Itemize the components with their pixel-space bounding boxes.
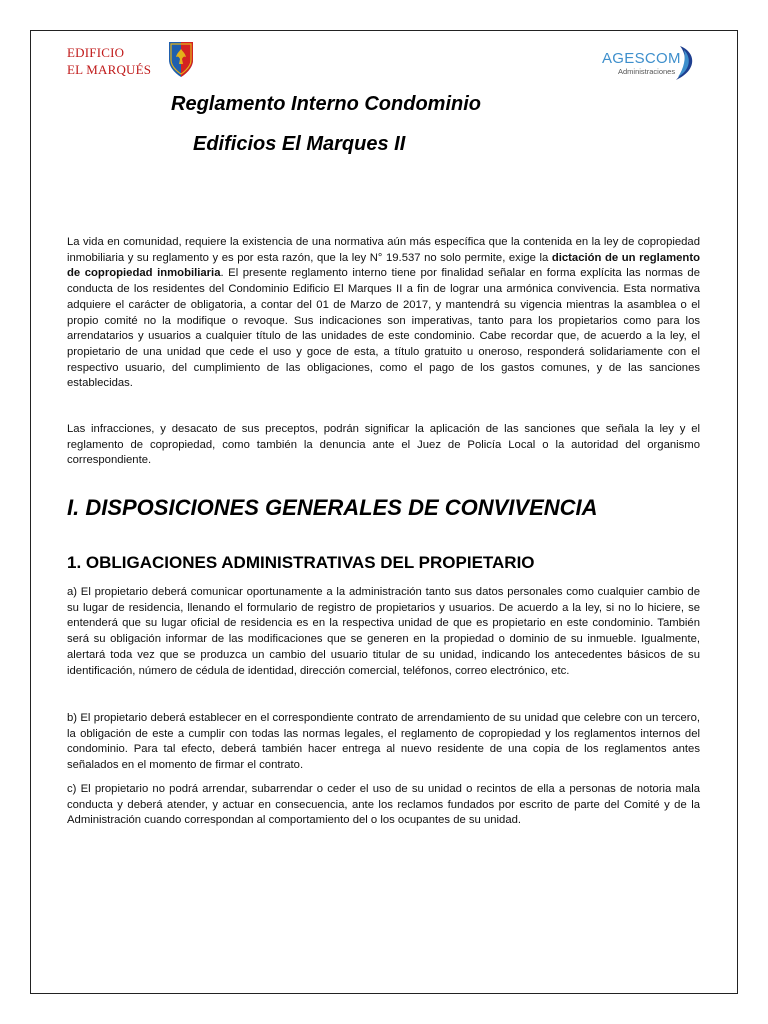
logo-edificio-el-marques — [67, 44, 151, 78]
intro-paragraph-1 — [67, 235, 700, 392]
logo-left-line2: EL MARQUÉS — [67, 62, 152, 77]
document-subtitle: Edificios El Marques II — [193, 133, 406, 155]
intro-p1-text-start: La vida en comunidad, requiere la existencia de una normativa aún más específica que la contenida en la ley de copropiedad inmobiliaria y su reglamento y es por esta razón, que la ley N° 19.537 no solo permite, exige la — [67, 236, 700, 264]
document-title: Reglamento Interno Condominio — [171, 93, 481, 115]
item-a-paragraph: a) El propietario deberá comunicar oportunamente a la administración tanto sus datos personales como cualquier cambio de su lugar de residencia, llenando el formulario de registro de propietarios y usuarios. De acuerdo a la ley, si no lo hiciere, se entenderá que su lugar oficial de residencia es en la respectiva unidad de que es propietario en este condominio. También será su obligación informar de las modificaciones que se generen en la propiedad o dominio de su inmueble. Igualmente, alertará toda vez que se produzca un cambio del usuario titular de su unidad, indicando los antecedentes básicos de su identificación, número de cédula de identidad, dirección comercial, teléfonos, correo electrónico, etc. — [67, 586, 700, 677]
item-b-paragraph: b) El propietario deberá establecer en el correspondiente contrato de arrendamiento de su unidad que celebre con un tercero, la obligación de este a cumplir con todas las normas legales, el reglamento de copropiedad y los reglamentos internos del condominio. Para tal efecto, deberá también hacer entrega al nuevo residente de una copia de los reglamentos antes señalados en el momento de firmar el contrato. — [67, 712, 700, 772]
intro-p1-text-end: . El presente reglamento interno tiene por finalidad señalar en forma explícita las normas de conducta de los residentes del Condominio Edificio El Marques II a fin de lograr una armónica convivencia. Esta normativa adquiere el carácter de obligatoria, a contar del 01 de Marzo de 2017, y mantendrá su vigencia mientras la asamblea o el propio comité no la modifique o revoque. Sus indicaciones son imperativas, tanto para los propietarios como para los arrendatarios y usuarios a cualquier título de las unidades de este condominio. Cabe recordar que, de acuerdo a la ley, el propietario de una unidad que cede el uso y goce de esta, a título gratuito u oneroso, responderá solidariamente con el respectivo usuario, del cumplimiento de las obligaciones, como el pago de los gastos comunes, y de las sanciones establecidas. — [67, 267, 700, 390]
intro-p1-bold: dictación de un reglamento de copropiedad inmobiliaria — [67, 251, 700, 280]
logo-agescom — [598, 40, 703, 90]
logo-left-line1: EDIFICIO — [67, 45, 125, 60]
section-title: I. DISPOSICIONES GENERALES DE CONVIVENCIA — [67, 495, 598, 520]
intro-paragraph-2: Las infracciones, y desacato de sus preceptos, podrán significar la aplicación de las sanciones que señala la ley y el reglamento de copropiedad, como también la denuncia ante el Juez de Policía Local o la autoridad del organismo correspondiente. — [67, 423, 700, 467]
subsection-title: 1. OBLIGACIONES ADMINISTRATIVAS DEL PROPIETARIO — [67, 553, 535, 572]
logo-right-sub: Administraciones — [618, 67, 676, 76]
shield-icon — [168, 40, 194, 83]
logo-right-brand: AGESCOM — [602, 50, 681, 67]
item-c-paragraph: c) El propietario no podrá arrendar, subarrendar o ceder el uso de su unidad o recintos de ella a personas de notoria mala conducta y deberá atender, y actuar en consecuencia, ante los reclamos fundados por escrito de parte del Comité y de la Administración cuando correspondan al comportamiento del o los ocupantes de su unidad. — [67, 783, 700, 827]
